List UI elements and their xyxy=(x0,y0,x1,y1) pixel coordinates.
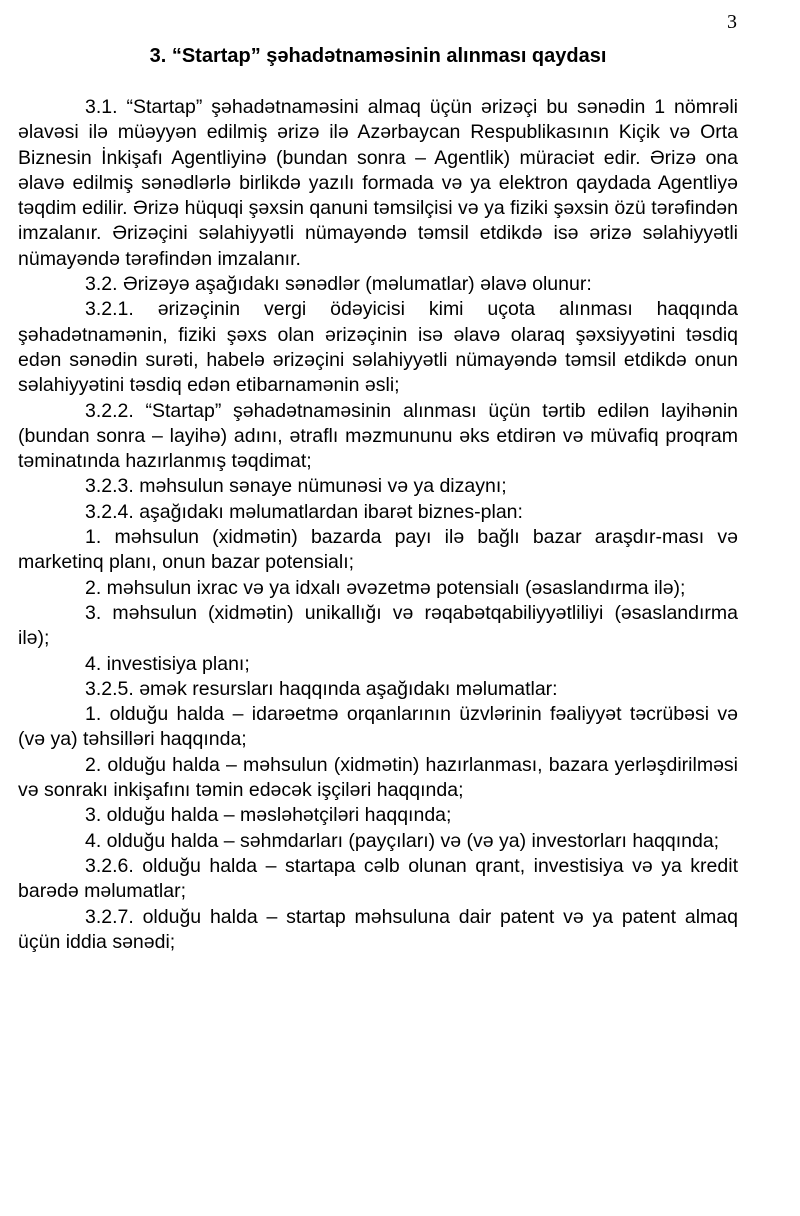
document-body xyxy=(18,95,738,955)
paragraph: 3.2.3. məhsulun sənaye nümunəsi və ya dizaynı; xyxy=(85,475,507,498)
paragraph: 3.2.1. ərizəçinin vergi ödəyicisi kimi uçota alınması haqqında şəhadətnamənin, fiziki şəxs olan ərizəçinin isə əlavə olaraq şəxsiyyətini təsdiq edən sənədin surəti, habelə ərizəçini səlahiyyətli nümayəndə təmsil etdikdə onun səlahiyyətini təsdiq edən etibarnamənin əsli; xyxy=(18,298,738,397)
paragraph: 3.1. “Startap” şəhadətnaməsini almaq üçün ərizəçi bu sənədin 1 nömrəli əlavəsi ilə müəyyən edilmiş ərizə ilə Azərbaycan Respublikasının Kiçik və Orta Biznesin İnkişafı Agentliyinə (bundan sonra – Agentlik) müraciət edir. Ərizə ona əlavə edilmiş sənədlərlə birlikdə yazılı formada və ya elektron qaydada Agentliyə təqdim edilir. Ərizə hüquqi şəxsin qanuni təmsilçisi və ya fiziki şəxsin özü tərəfindən imzalanır. Ərizəçini səlahiyyətli nümayəndə təmsil etdikdə isə ərizə səlahiyyətli nümayəndə tərəfindən imzalanır. xyxy=(18,96,738,270)
paragraph: 3.2.7. olduğu halda – startap məhsuluna dair patent və ya patent almaq üçün iddia sənədi; xyxy=(18,905,738,953)
paragraph: 4. olduğu halda – səhmdarları (payçıları) və (və ya) investorları haqqında; xyxy=(85,829,720,852)
paragraph: 1. məhsulun (xidmətin) bazarda payı ilə bağlı bazar araşdır-ması və marketinq planı, onun bazar potensialı; xyxy=(18,526,738,574)
paragraph: 2. məhsulun ixrac və ya idxalı əvəzetmə potensialı (əsaslandırma ilə); xyxy=(85,576,686,599)
paragraph: 2. olduğu halda – məhsulun (xidmətin) hazırlanması, bazara yerləşdirilməsi və sonrakı inkişafını təmin edəcək işçiləri haqqında; xyxy=(18,753,738,802)
paragraph: 3.2.5. əmək resursları haqqında aşağıdakı məlumatlar: xyxy=(85,677,558,700)
paragraph: 3.2.6. olduğu halda – startapa cəlb olunan qrant, investisiya və ya kredit barədə məlumatlar; xyxy=(18,854,738,903)
page-number: 3 xyxy=(727,11,737,33)
paragraph: 3.2.4. aşağıdakı məlumatlardan ibarət biznes-plan: xyxy=(85,500,523,523)
paragraph: 3.2.2. “Startap” şəhadətnaməsinin alınması üçün tərtib edilən layihənin (bundan sonra – layihə) adını, ətraflı məzmununu əks etdirən və müvafiq proqram təminatında hazırlanmış təqdimat; xyxy=(18,399,738,473)
paragraph: 3.2. Ərizəyə aşağıdakı sənədlər (məlumatlar) əlavə olunur: xyxy=(85,273,592,296)
paragraph: 1. olduğu halda – idarəetmə orqanlarının üzvlərinin fəaliyyət təcrübəsi və (və ya) təhsilləri haqqında; xyxy=(18,703,738,751)
paragraph: 4. investisiya planı; xyxy=(85,652,250,675)
paragraph: 3. olduğu halda – məsləhətçiləri haqqında; xyxy=(85,804,452,827)
document-heading: 3. “Startap” şəhadətnaməsinin alınması qaydası xyxy=(149,45,607,67)
paragraph: 3. məhsulun (xidmətin) unikallığı və rəqabətqabiliyyətliliyi (əsaslandırma ilə); xyxy=(18,601,738,650)
